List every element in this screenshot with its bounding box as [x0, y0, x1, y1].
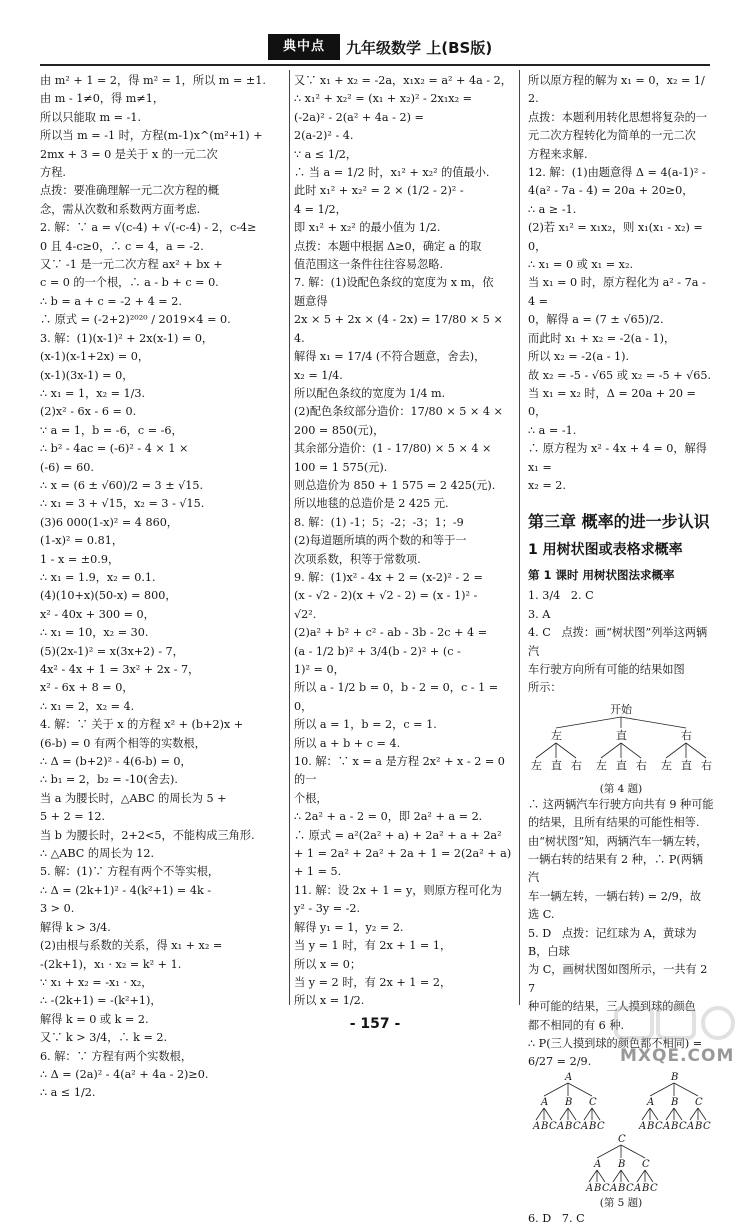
tree-node-label: 左 — [531, 758, 542, 772]
tree-branch — [621, 1170, 629, 1182]
answer-line: 2x × 5 + 2x × (4 - 2x) = 17/80 × 5 × 4. — [294, 313, 507, 345]
tree-node-label: C — [597, 1120, 605, 1132]
answer-line: 所以 a = 1，b = 2，c = 1. — [294, 718, 437, 732]
tree-node-label: A — [647, 1096, 655, 1108]
answer-line: ∴ x₁² + x₂² = (x₁ + x₂)² - 2x₁x₂ = — [294, 92, 473, 106]
tree-node-label: A — [639, 1120, 647, 1132]
answer-line: 解得 y₁ = 1，y₂ = 2. — [294, 920, 404, 934]
tree-branch — [698, 1108, 706, 1120]
answer-line: 4 = 1/2， — [294, 202, 347, 216]
tree-branch — [568, 1083, 592, 1096]
answer-line: (2)x² - 6x - 6 = 0. — [40, 405, 137, 419]
answer-line: 点拨：本题利用转化思想将复杂的一 — [528, 110, 708, 124]
tree-branch — [544, 1108, 552, 1120]
answer-line: x² - 40x + 300 = 0， — [40, 607, 155, 621]
tree-node-label: A — [610, 1182, 618, 1194]
tree-node-label: A — [586, 1182, 594, 1194]
answer-line: 所示： — [528, 681, 562, 695]
tree-node-label: 直 — [616, 758, 627, 772]
answer-line: (-2a)² - 2(a² + 4a - 2) = — [294, 110, 424, 124]
answer-line: 11. 解：设 2x + 1 = y，则原方程可化为 — [294, 883, 502, 897]
tree-node-label: 右 — [571, 758, 582, 772]
answer-line: ∴ Δ = (b+2)² - 4(6-b) = 0， — [40, 755, 192, 769]
answer-line: 所以 a - 1/2 b = 0，b - 2 = 0，c - 1 = 0， — [294, 681, 502, 713]
answer-line: 念，需从次数和系数两方面考虑. — [40, 202, 201, 216]
tree-node-label: C — [618, 1133, 626, 1145]
answer-line: (a - 1/2 b)² + 3/4(b - 2)² + (c - — [294, 644, 461, 658]
tree-branch — [637, 1170, 645, 1182]
page-number: - 157 - — [349, 1016, 401, 1032]
answer-line: 当 x₁ = x₂ 时，Δ = 20a + 20 = 0， — [528, 386, 700, 419]
tree-branch — [544, 1083, 568, 1096]
answer-line: 9. 解：(1)x² - 4x + 2 = (x-2)² - 2 = — [294, 570, 483, 584]
tree-branch — [597, 1170, 605, 1182]
answer-line: 所以原方程的解为 x₁ = 0，x₂ = 1/2. — [528, 74, 705, 106]
tree-node-label: B — [671, 1120, 679, 1132]
answer-line: 其余部分造价：(1 - 17/80) × 5 × 4 × — [294, 442, 492, 456]
tree-node-label: 左 — [551, 728, 562, 742]
tree-node-label: B — [541, 1120, 549, 1132]
answer-line: 5. 解：(1)∵ 方程有两个不等实根， — [40, 865, 220, 879]
chapter-title: 第三章 概率的进一步认识 — [528, 512, 710, 532]
tree-node-label: 左 — [661, 758, 672, 772]
tree-node-label: A — [565, 1071, 573, 1083]
answer-column-1 — [40, 72, 288, 1103]
tree-node-label: 直 — [551, 758, 562, 772]
answer-line: ∴ -(2k+1) = -(k²+1)， — [40, 994, 162, 1008]
tree-diagram-q5-row1 — [528, 1072, 714, 1134]
tree-branch — [536, 743, 556, 758]
answer-line: 6. 解：∵ 方程有两个实数根， — [40, 1049, 193, 1063]
tree-node-label: A — [581, 1120, 589, 1132]
answer-line: (-6) = 60. — [40, 460, 94, 474]
answer-line: 0，解得 a = (7 ± √65)/2. — [528, 313, 664, 327]
answer-line: ∴ a ≥ -1. — [528, 202, 577, 216]
watermark-text: MXQE.COM — [620, 1046, 735, 1066]
answer-line: 次项系数，积等于常数项. — [294, 552, 421, 566]
answer-block-1-4 — [528, 587, 714, 697]
answer-line: ∴ x₁ = 3 + √15，x₂ = 3 - √15. — [40, 497, 205, 511]
answer-line: (2)配色条纹部分造价：17/80 × 5 × 4 × — [294, 405, 503, 419]
answer-line: ∴ a ≤ 1/2. — [40, 1086, 96, 1100]
tree-node-label: B — [647, 1120, 655, 1132]
answer-line: 所以 x = 1/2. — [294, 994, 365, 1008]
tree-branch — [556, 717, 621, 728]
answer-line: (2)由根与系数的关系，得 x₁ + x₂ = — [40, 939, 223, 953]
answer-line: 一辆右转的结果有 2 种，∴ P(两辆汽 — [528, 853, 704, 885]
tree-node-label: B — [594, 1182, 602, 1194]
answer-line: y² - 3y = -2. — [294, 902, 361, 916]
answer-line: (2)a² + b² + c² - ab - 3b - 2c + 4 = — [294, 626, 488, 640]
tree-branch — [645, 1170, 653, 1182]
tree-node-label: A — [541, 1096, 549, 1108]
answer-line: 所以 a + b + c = 4. — [294, 736, 401, 750]
answer-line: ∴ x₁ = 10，x₂ = 30. — [40, 626, 149, 640]
tree-node-label: A — [687, 1120, 695, 1132]
tree-branch — [621, 1145, 645, 1158]
tree-branch — [584, 1108, 592, 1120]
answer-line: 8. 解：(1) -1；5；-2；-3；1；-9 — [294, 515, 464, 529]
answer-line: 1 - x = ±0.9， — [40, 552, 120, 566]
tree-branch — [597, 1145, 621, 1158]
answer-line: 所以 x₂ = -2(a - 1). — [528, 350, 630, 364]
answer-line: ∴ a = -1. — [528, 423, 577, 437]
tree-branch — [560, 1108, 568, 1120]
tree-node-label: C — [549, 1120, 557, 1132]
tree-node-label: C — [695, 1096, 703, 1108]
answer-line: √2². — [294, 607, 317, 621]
answer-line: ∴ △ABC 的周长为 12. — [40, 847, 155, 861]
tree-node-label: B — [618, 1158, 626, 1170]
figure-caption-q4: (第 4 题) — [599, 782, 643, 795]
tree-node-label: C — [602, 1182, 610, 1194]
tree-node-label: A — [533, 1120, 541, 1132]
answer-line: 由“树状图”知，两辆汽车一辆左转， — [528, 834, 708, 848]
answer-line: 点拨：本题中根据 Δ≥0，确定 a 的取 — [294, 239, 482, 253]
answer-line: 元二次方程转化为简单的一元二次 — [528, 129, 696, 143]
answer-line: 又∵ -1 是一元二次方程 ax² + bx + — [40, 258, 223, 272]
tree-node-label: 左 — [596, 758, 607, 772]
tree-node-label: 直 — [616, 728, 627, 742]
answer-line: 车行驶方向所有可能的结果如图 — [528, 662, 685, 676]
tree-node-label: C — [626, 1182, 634, 1194]
tree-branch — [592, 1108, 600, 1120]
answer-line: (x-1)(x-1+2x) = 0， — [40, 350, 150, 364]
tree-branch — [650, 1083, 674, 1096]
tree-node-label: C — [703, 1120, 711, 1132]
answer-line: 解得 k > 3/4. — [40, 920, 111, 934]
answer-line: 题意得 — [294, 294, 328, 308]
answer-line: 7. 解：(1)设配色条纹的宽度为 x m，依 — [294, 276, 494, 290]
answer-line: (2)每道题所填的两个数的和等于一 — [294, 534, 467, 548]
answer-line: 又∵ x₁ + x₂ = -2a，x₁x₂ = a² + 4a - 2， — [294, 74, 512, 87]
answer-line: 所以只能取 m = -1. — [40, 110, 142, 124]
tree-node-label: A — [634, 1182, 642, 1194]
answer-line: 车一辆左转，一辆右转) = 2/9，故 — [528, 889, 702, 903]
figure-caption-q5: (第 5 题) — [599, 1196, 643, 1209]
answer-line: 则总造价为 850 + 1 575 = 2 425(元). — [294, 478, 496, 492]
answer-line: 0 且 4-c≥0，∴ c = 4，a = -2. — [40, 239, 204, 253]
tree-node-label: B — [671, 1096, 679, 1108]
answer-line: 所以当 m = -1 时，方程(m-1)x^(m²+1) + — [40, 129, 263, 143]
answer-line: 当 a 为腰长时，△ABC 的周长为 5 + — [40, 791, 227, 805]
answer-line: c = 0 的一个根，∴ a - b + c = 0. — [40, 276, 219, 290]
answer-line: 个根， — [294, 791, 328, 805]
tree-node-label: C — [650, 1182, 658, 1194]
answer-line: 当 b 为腰长时，2+2<5，不能构成三角形. — [40, 828, 255, 842]
answer-line: ∴ 原方程为 x² - 4x + 4 = 0，解得 x₁ = — [528, 442, 711, 474]
answer-line: 2(a-2)² - 4. — [294, 129, 354, 143]
tree-diagram-q4 — [528, 702, 714, 780]
answer-line: 故 x₂ = -5 - √65 或 x₂ = -5 + √65. — [528, 368, 712, 382]
answer-line: 又∵ k > 3/4，∴ k = 2. — [40, 1031, 168, 1045]
tree-branch — [589, 1170, 597, 1182]
tree-branch — [666, 1108, 674, 1120]
tree-branch — [666, 743, 686, 758]
answer-line: 即 x₁² + x₂² 的最小值为 1/2. — [294, 221, 441, 235]
answer-line: ∴ 这两辆汽车行驶方向共有 9 种可能 — [528, 797, 714, 811]
answer-line: ∴ x₁ = 1.9，x₂ = 0.1. — [40, 570, 156, 584]
column-divider — [289, 70, 290, 1005]
tree-node-label: C — [573, 1120, 581, 1132]
tree-node-label: C — [642, 1158, 650, 1170]
answer-line: 10. 解：∵ x = a 是方程 2x² + x - 2 = 0 的一 — [294, 755, 509, 787]
answer-line: 12. 解：(1)由题意得 Δ = 4(a-1)² - — [528, 166, 706, 180]
tree-node-label: B — [589, 1120, 597, 1132]
answer-line: (2)若 x₁² = x₁x₂，则 x₁(x₁ - x₂) = 0， — [528, 221, 707, 253]
tree-node-label: 右 — [701, 758, 712, 772]
answer-line: (4)(10+x)(50-x) = 800， — [40, 589, 177, 603]
answer-line: 200 = 850(元)， — [294, 423, 385, 437]
answer-line: x₂ = 2. — [528, 478, 566, 492]
tree-node-label: B — [618, 1182, 626, 1194]
answer-line: 此时 x₁² + x₂² = 2 × (1/2 - 2)² - — [294, 184, 464, 198]
answer-line: 点拨：要准确理解一元二次方程的概 — [40, 184, 220, 198]
answer-line: ∴ x₁ = 1，x₂ = 1/3. — [40, 386, 146, 400]
tree-branch — [536, 1108, 544, 1120]
answer-line: 3 > 0. — [40, 902, 75, 916]
answer-line: ∴ 原式 = a²(2a² + a) + 2a² + a + 2a² — [294, 828, 502, 842]
tree-branch — [613, 1170, 621, 1182]
publisher-logo: 典中点 — [268, 34, 340, 60]
column-divider — [519, 70, 520, 1005]
tree-branch — [621, 743, 641, 758]
answer-line: 2mx + 3 = 0 是关于 x 的一元二次 — [40, 147, 218, 161]
tree-branch — [621, 717, 686, 728]
answer-line: ∴ x₁ = 2，x₂ = 4. — [40, 699, 135, 713]
answer-line: 所以配色条纹的宽度为 1/4 m. — [294, 386, 446, 400]
answer-line: x² - 6x + 8 = 0， — [40, 681, 134, 695]
answer-line: (1-x)² = 0.81， — [40, 534, 124, 548]
tree-node-label: 直 — [681, 758, 692, 772]
answer-block-12 — [528, 72, 714, 495]
answer-line: 种可能的结果，三人摸到球的颜色 — [528, 1000, 696, 1014]
answer-line: 方程. — [40, 166, 66, 180]
answer-line: 所以地毯的总造价是 2 425 元. — [294, 497, 449, 511]
answer-line: (3)6 000(1-x)² = 4 860， — [40, 515, 178, 529]
answer-line: 选 C. — [528, 908, 555, 922]
answer-line: ∴ P(三人摸到球的颜色都不相同) = — [528, 1037, 703, 1051]
answer-line: ∵ x₁ + x₂ = -x₁ · x₂， — [40, 975, 153, 989]
answer-line: ∴ 当 a = 1/2 时，x₁² + x₂² 的值最小. — [294, 166, 490, 180]
tree-branch — [568, 1108, 576, 1120]
tree-node-label: B — [642, 1182, 650, 1194]
answer-line: -(2k+1)，x₁ · x₂ = k² + 1. — [40, 957, 182, 971]
answer-line: ∴ b₁ = 2，b₂ = -10(舍去). — [40, 773, 178, 787]
answer-line: 1. 3/4 2. C — [528, 589, 594, 603]
answer-line: 当 y = 1 时，有 2x + 1 = 1， — [294, 939, 452, 953]
answer-line: ∴ 2a² + a - 2 = 0，即 2a² + a = 2. — [294, 810, 483, 824]
answer-line: (x-1)(3x-1) = 0， — [40, 368, 134, 382]
tree-node-label: B — [565, 1120, 573, 1132]
answer-line: ∴ x = (6 ± √60)/2 = 3 ± √15. — [40, 478, 204, 492]
answer-line: ∴ 原式 = (-2+2)²⁰²⁰ / 2019×4 = 0. — [40, 313, 231, 327]
answer-line: 6/27 = 2/9. — [528, 1055, 592, 1069]
section-title: 1 用树状图或表格求概率 — [528, 542, 683, 559]
answer-line: + 1 = 2a² + 2a² + 2a + 1 = 2(2a² + a) — [294, 847, 512, 861]
tree-node-label: A — [557, 1120, 565, 1132]
answer-line: ∴ Δ = (2a)² - 4(a² + 4a - 2)≥0. — [40, 1067, 209, 1081]
answer-line: x₂ = 1/4. — [294, 368, 343, 382]
answer-line: 而此时 x₁ + x₂ = -2(a - 1)， — [528, 331, 676, 345]
tree-branch — [650, 1108, 658, 1120]
tree-branch — [601, 743, 621, 758]
tree-branch — [674, 1083, 698, 1096]
answer-line: 4. C 点拨：画“树状图”列举这两辆汽 — [528, 626, 708, 658]
answer-line: ∵ a ≤ 1/2， — [294, 147, 358, 161]
answer-line: 100 = 1 575(元). — [294, 460, 388, 474]
answer-line: ∵ a = 1，b = -6，c = -6， — [40, 423, 183, 437]
answer-block-6-7 — [528, 1210, 714, 1228]
lesson-title: 第 1 课时 用树状图法求概率 — [528, 568, 675, 583]
answer-line: 4(a² - 7a - 4) = 20a + 20≥0， — [528, 184, 694, 198]
answer-line: 1)² = 0， — [294, 663, 345, 676]
answer-line: 5 + 2 = 12. — [40, 810, 106, 824]
answer-line: (6-b) = 0 有两个相等的实数根， — [40, 736, 206, 750]
tree-node-label: B — [671, 1071, 679, 1083]
answer-line: + 1 = 5. — [294, 865, 342, 879]
answer-line: 3. 解：(1)(x-1)² + 2x(x-1) = 0， — [40, 331, 214, 345]
tree-node-label: 右 — [681, 728, 692, 742]
answer-column-2 — [294, 72, 512, 1011]
tree-node-label: B — [695, 1120, 703, 1132]
answer-line: 当 y = 2 时，有 2x + 1 = 2， — [294, 975, 452, 989]
answer-line: 解得 k = 0 或 k = 2. — [40, 1012, 149, 1026]
header-title: 九年级数学 上(BS版) — [346, 39, 493, 57]
answer-line: 值范围这一条件往往容易忽略. — [294, 258, 443, 272]
answer-line: ∴ b² - 4ac = (-6)² - 4 × 1 × — [40, 442, 189, 456]
answer-line: 5. D 点拨：记红球为 A，黄球为 B，白球 — [528, 926, 701, 959]
tree-branch — [556, 743, 576, 758]
answer-line: ∴ b = a + c = -2 + 4 = 2. — [40, 294, 182, 308]
answer-line: ∴ Δ = (2k+1)² - 4(k²+1) = 4k - — [40, 883, 212, 897]
answer-line: 由 m² + 1 = 2，得 m² = 1，所以 m = ±1. — [40, 74, 266, 87]
answer-line: 方程来求解. — [528, 147, 588, 161]
page-header — [40, 34, 710, 60]
tree-branch — [642, 1108, 650, 1120]
answer-line: 6. D 7. C — [528, 1211, 585, 1225]
answer-line: 当 x₁ = 0 时，原方程化为 a² - 7a - 4 = — [528, 276, 710, 308]
answer-line: 所以 x = 0； — [294, 957, 362, 971]
answer-line: (5)(2x-1)² = x(3x+2) - 7， — [40, 644, 184, 658]
answer-line: 的结果，且所有结果的可能性相等. — [528, 816, 700, 830]
answer-line: 解得 x₁ = 17/4 (不符合题意，舍去)， — [294, 350, 486, 364]
tree-diagram-q5-row2 — [528, 1134, 714, 1196]
tree-node-label: A — [663, 1120, 671, 1132]
header-rule — [40, 64, 710, 66]
tree-branch — [690, 1108, 698, 1120]
answer-line: 3. A — [528, 607, 551, 621]
answer-line: ∴ x₁ = 0 或 x₁ = x₂. — [528, 258, 634, 272]
tree-node-label: C — [679, 1120, 687, 1132]
tree-node-label: A — [594, 1158, 602, 1170]
answer-line: 为 C，画树状图如图所示，一共有 27 — [528, 963, 708, 995]
tree-node-label: 开始 — [610, 702, 632, 716]
answer-line: 4. 解：∵ 关于 x 的方程 x² + (b+2)x + — [40, 718, 244, 732]
answer-line: (x - √2 - 2)(x + √2 - 2) = (x - 1)² - — [294, 589, 478, 603]
tree-node-label: C — [655, 1120, 663, 1132]
tree-node-label: C — [589, 1096, 597, 1108]
answer-line: 2. 解：∵ a = √(c-4) + √(-c-4) - 2，c-4≥ — [40, 221, 257, 235]
tree-branch — [686, 743, 706, 758]
tree-branch — [674, 1108, 682, 1120]
tree-node-label: B — [565, 1096, 573, 1108]
answer-line: 都不相同的有 6 种. — [528, 1018, 625, 1032]
answer-line: 由 m - 1≠0，得 m≠1， — [40, 92, 165, 106]
tree-node-label: 右 — [636, 758, 647, 772]
answer-line: 4x² - 4x + 1 = 3x² + 2x - 7， — [40, 663, 200, 676]
